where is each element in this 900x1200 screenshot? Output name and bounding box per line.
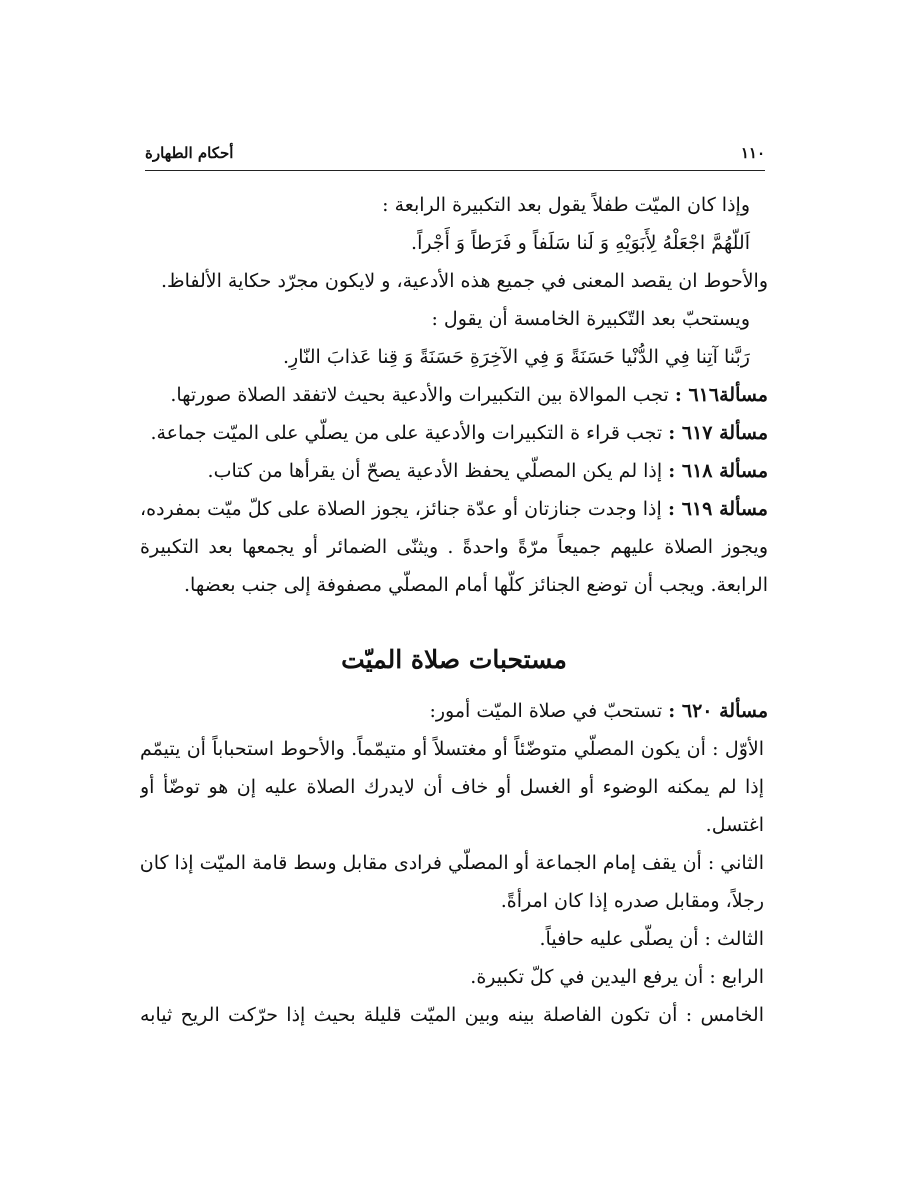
section-gap	[140, 604, 768, 628]
issue-619	[140, 490, 768, 528]
text-line: الرابعة. ويجب أن توضع الجنائز كلّها أمام المصلّي مصفوفة إلى جنب بعضها.	[184, 574, 768, 596]
issue-label: مسألة ٦١٨ :	[668, 460, 768, 482]
header-rule	[145, 170, 765, 171]
issue-text: تجب قراء ة التكبيرات والأدعية على من يصلّي على الميّت جماعة.	[150, 422, 669, 444]
issue-620	[140, 692, 768, 730]
issue-text: إذا وجدت جنازتان أو عدّة جنائز، يجوز الصلاة على كلّ ميّت بمفرده،	[140, 498, 668, 520]
text-line: وإذا كان الميّت طفلاً يقول بعد التكبيرة الرابعة :	[382, 194, 750, 216]
page-body	[140, 186, 768, 1034]
text-line: رجلاً، ومقابل صدره إذا كان امرأةً.	[500, 890, 764, 912]
dua-line: رَبَّنا آتِنا فِي الدُّنْيا حَسَنَةً وَ فِي الآخِرَةِ حَسَنَةً وَ قِنا عَذابَ النّارِ.	[282, 346, 750, 368]
text-line: الثاني : أن يقف إمام الجماعة أو المصلّي فرادى مقابل وسط قامة الميّت إذا كان	[140, 852, 764, 874]
text-line: ويستحبّ بعد التّكبيرة الخامسة أن يقول :	[431, 308, 750, 330]
issue-616	[140, 376, 768, 414]
issue-618	[140, 452, 768, 490]
text-line: ويجوز الصلاة عليهم جميعاً مرّةً واحدةً . ويثنّى الضمائر أو يجمعها بعد التكبيرة	[140, 536, 768, 558]
issue-text: إذا لم يكن المصلّي يحفظ الأدعية يصحّ أن يقرأها من كتاب.	[207, 460, 669, 482]
page-number: ١١٠	[740, 144, 765, 162]
page-header	[145, 140, 765, 166]
issue-label: مسألة ٦١٧ :	[668, 422, 768, 444]
text-line: اغتسل.	[705, 814, 764, 836]
issue-617	[140, 414, 768, 452]
text-line: الخامس : أن تكون الفاصلة بينه وبين الميّت قليلة بحيث إذا حرّكت الريح ثيابه	[140, 1004, 764, 1026]
issue-label: مسألة٦١٦ :	[674, 384, 768, 406]
running-title: أحكام الطهارة	[145, 144, 234, 162]
section-title: مستحبات صلاة الميّت	[341, 645, 567, 674]
text-line: الأوّل : أن يكون المصلّي متوضّئاً أو مغتسلاً أو متيمّماً. والأحوط استحباباً أن يتيمّم	[140, 738, 764, 760]
text-line: والأحوط ان يقصد المعنى في جميع هذه الأدعية، و لايكون مجرّد حكاية الألفاظ.	[160, 270, 768, 292]
issue-label: مسألة ٦٢٠ :	[668, 700, 768, 722]
issue-text: تستحبّ في صلاة الميّت أمور:	[429, 700, 669, 722]
dua-line: اَللّهُمَّ اجْعَلْهُ لِأَبَوَيْهِ وَ لَنا سَلَفاً و فَرَطاً وَ أَجْراً.	[411, 232, 750, 254]
text-line: الثالث : أن يصلّى عليه حافياً.	[539, 928, 764, 950]
issue-label: مسألة ٦١٩ :	[667, 498, 768, 520]
issue-text: تجب الموالاة بين التكبيرات والأدعية بحيث لاتفقد الصلاة صورتها.	[170, 384, 675, 406]
text-line: الرابع : أن يرفع اليدين في كلّ تكبيرة.	[470, 966, 764, 988]
text-line: إذا لم يمكنه الوضوء أو الغسل أو خاف أن لايدرك الصلاة عليه إن هو توضّأ أو	[140, 776, 764, 798]
